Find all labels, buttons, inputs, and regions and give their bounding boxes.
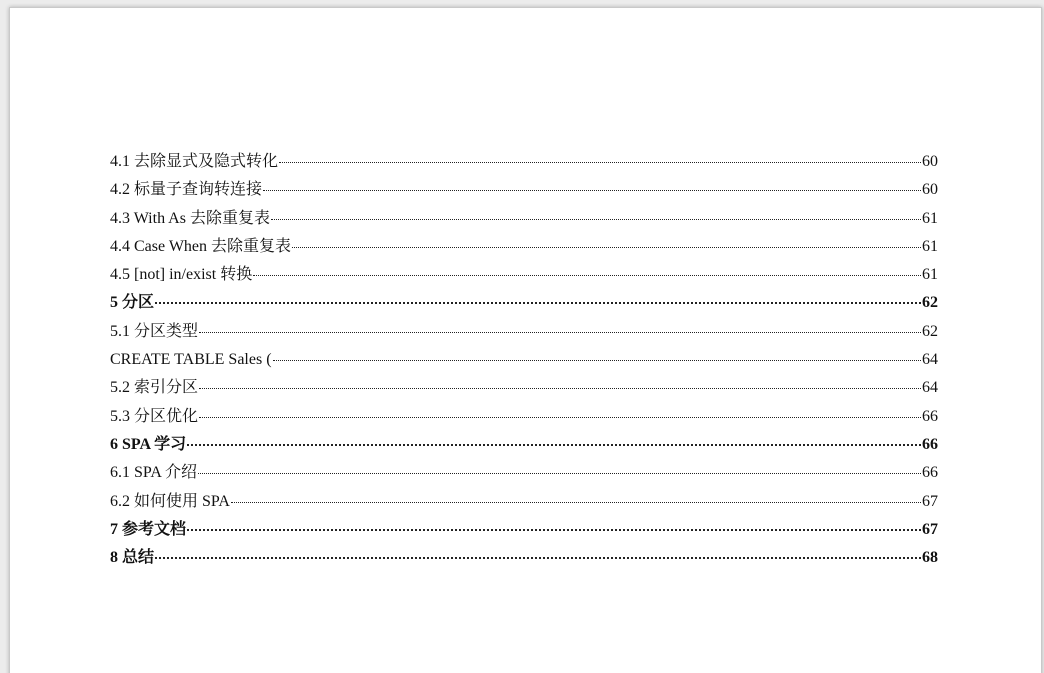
- toc-entry[interactable]: [110, 488, 938, 516]
- toc-entry-title: 6.2 如何使用 SPA: [110, 492, 230, 510]
- toc-entry[interactable]: [110, 431, 938, 459]
- toc-entry[interactable]: [110, 374, 938, 402]
- toc-entry-page-number: 67: [922, 520, 938, 538]
- toc-entry-title: 4.1 去除显式及隐式转化: [110, 153, 279, 170]
- toc-dot-leader: [199, 332, 921, 333]
- toc-entry[interactable]: [110, 261, 938, 289]
- toc-entry-page-number: 64: [922, 351, 938, 369]
- toc-entry-title: 5 分区: [110, 294, 155, 312]
- toc-dot-leader: [187, 444, 921, 446]
- toc-entry-page-number: 66: [922, 407, 938, 425]
- toc-entry-page-number: 67: [922, 492, 938, 510]
- toc-entry-title: 7 参考文档: [110, 520, 187, 538]
- toc-entry[interactable]: [110, 544, 938, 572]
- toc-dot-leader: [271, 219, 921, 220]
- toc-entry-page-number: 68: [922, 549, 938, 567]
- toc-entry-page-number: 61: [922, 266, 938, 284]
- toc-entry[interactable]: [110, 346, 938, 374]
- toc-entry[interactable]: [110, 233, 938, 261]
- toc-entry-title: 5.3 分区优化: [110, 407, 199, 425]
- toc-entry-title: 4.5 [not] in/exist 转换: [110, 266, 253, 284]
- toc-entry-title: 4.3 With As 去除重复表: [110, 209, 270, 227]
- toc-entry[interactable]: [110, 148, 938, 176]
- toc-entry-page-number: 60: [922, 153, 938, 170]
- toc-entry[interactable]: [110, 289, 938, 317]
- toc-entry-page-number: 66: [922, 464, 938, 482]
- toc-entry-title: 8 总结: [110, 549, 155, 567]
- toc-dot-leader: [199, 417, 921, 418]
- toc-entry[interactable]: [110, 516, 938, 544]
- toc-entry-page-number: 61: [922, 209, 938, 227]
- toc-dot-leader: [231, 502, 921, 503]
- toc-entry[interactable]: [110, 403, 938, 431]
- toc-entry-page-number: 60: [922, 181, 938, 199]
- toc-dot-leader: [273, 360, 921, 361]
- toc-entry-title: 5.2 索引分区: [110, 379, 199, 397]
- toc-entry-title: 4.4 Case When 去除重复表: [110, 237, 292, 255]
- toc-entry-title: 4.2 标量子查询转连接: [110, 181, 263, 199]
- toc-entry[interactable]: [110, 459, 938, 487]
- toc-dot-leader: [199, 388, 921, 389]
- toc-entry-title: CREATE TABLE Sales (: [110, 351, 272, 369]
- toc-entry[interactable]: [110, 318, 938, 346]
- toc-dot-leader: [253, 275, 921, 276]
- toc-entry-title: 6.1 SPA 介绍: [110, 464, 198, 482]
- toc-dot-leader: [198, 473, 921, 474]
- toc-dot-leader: [155, 302, 921, 304]
- toc-entry-page-number: 62: [922, 322, 938, 340]
- toc-dot-leader: [187, 529, 921, 531]
- toc-entry-title: 5.1 分区类型: [110, 322, 199, 340]
- toc-dot-leader: [292, 247, 921, 248]
- document-page: [9, 7, 1042, 673]
- table-of-contents: [110, 148, 938, 572]
- toc-entry-page-number: 62: [922, 294, 938, 312]
- toc-entry-title: 6 SPA 学习: [110, 435, 187, 453]
- toc-dot-leader: [155, 557, 921, 559]
- toc-dot-leader: [279, 162, 921, 163]
- toc-dot-leader: [263, 190, 921, 191]
- toc-entry-page-number: 66: [922, 435, 938, 453]
- toc-entry[interactable]: [110, 176, 938, 204]
- toc-entry-page-number: 64: [922, 379, 938, 397]
- toc-entry[interactable]: [110, 205, 938, 233]
- toc-entry-page-number: 61: [922, 237, 938, 255]
